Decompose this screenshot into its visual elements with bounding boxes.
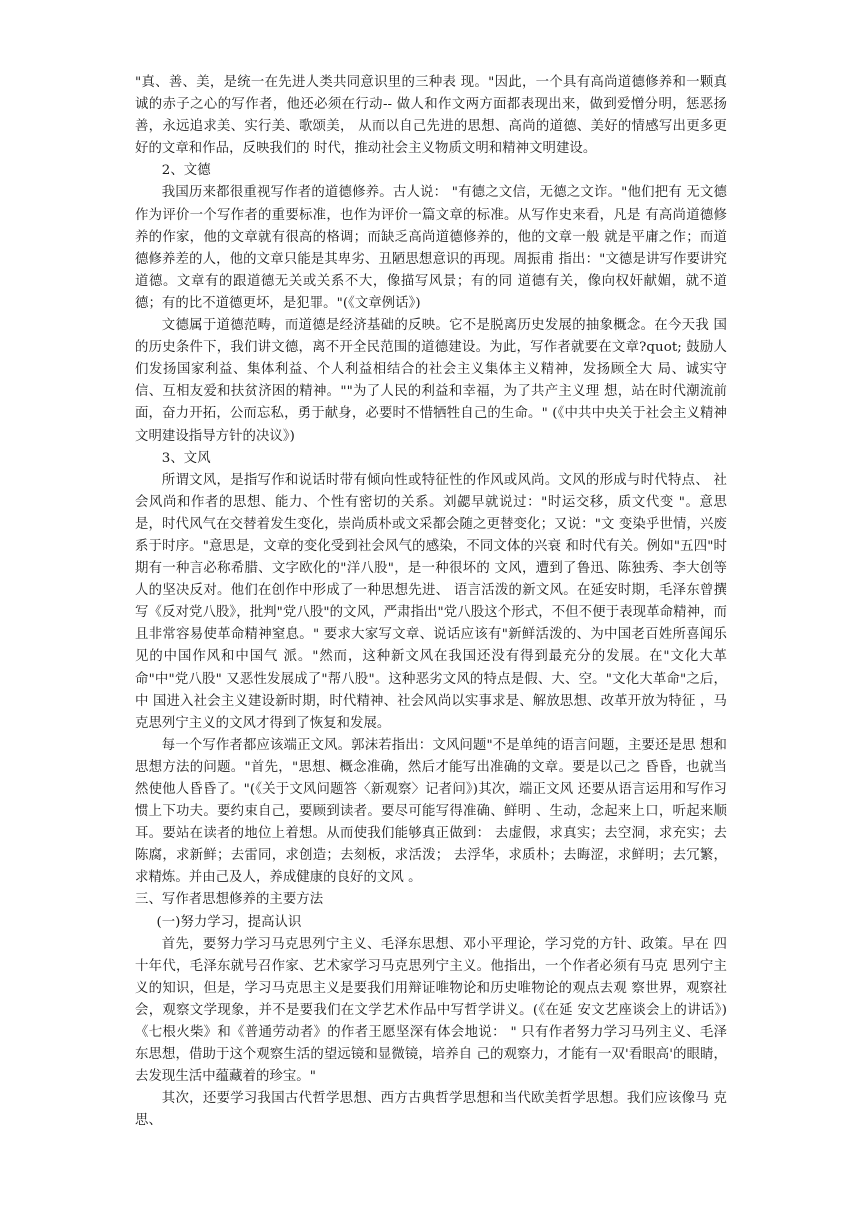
section-heading-wende: 2、文德	[161, 163, 211, 179]
section-heading-wenfeng: 3、文风	[161, 450, 211, 466]
paragraph-continuation: "真、善、美，是统一在先进人类共同意识里的三种表 现。"因此，一个具有高尚道德修养和一颗真诚的赤子之心的写作者，他还必须在行动-- 做人和作文两方面都表现出来，做到爱憎分明，惩恶扬善，永远追求美、实行美、歌颂美， 从而以自己先进的思想、高尚的道德、美好的情感写出更多更好的文章和作品，反映我们的 时代，推动社会主义物质文明和精神文明建设。	[135, 75, 727, 157]
paragraph: 其次，还要学习我国古代哲学思想、西方古典哲学思想和当代欧美哲学思想。我们应该像马 克思、	[135, 1091, 727, 1129]
subsection-heading-study: (一)努力学习，提高认识	[156, 914, 302, 930]
paragraph: 文德属于道德范畴，而道德是经济基础的反映。它不是脱离历史发展的抽象概念。在今天我 国的历史条件下，我们讲文德，离不开全民范围的道德建设。为此，写作者就要在文章?quot; 鼓励人们发扬国家利益、集体利益、个人利益相结合的社会主义集体主义精神，发扬顾全大 局、诚实守信、互相友爱和扶贫济困的精神。""为了人民的利益和幸福，为了共产主义理 想，站在时代潮流前面，奋力开拓，公而忘私，勇于献身，必要时不惜牺牲自己的生命。" (《中共中央关于社会主义精神文明建设指导方针的决议》)	[135, 318, 727, 444]
paragraph: 首先，要努力学习马克思列宁主义、毛泽东思想、邓小平理论，学习党的方针、政策。早在 四十年代，毛泽东就号召作家、艺术家学习马克思列宁主义。他指出，一个作者必须有马克 思列宁主义的知识，但是，学习马克思主义是要我们用辩证唯物论和历史唯物论的观点去观 察世界，观察社会，观察文学现象，并不是要我们在文学艺术作品中写哲学讲义。(《在延 安文艺座谈会上的讲话》)《七根火柴》和《普通劳动者》的作者王愿坚深有体会地说： " 只有作者努力学习马列主义、毛泽东思想，借助于这个观察生活的望远镜和显微镜，培养自 己的观察力，才能有一双'看眼高'的眼睛，去发现生活中蕴藏着的珍宝。"	[135, 936, 727, 1085]
paragraph: 每一个写作者都应该端正文风。郭沫若指出：文风问题"不是单纯的语言问题，主要还是思 想和思想方法的问题。"首先，"思想、概念准确，然后才能写出准确的文章。要是以己之 昏昏，也就当然使他人昏昏了。"(《关于文风问题答〈新观察〉记者问》)其次，端正文风 还要从语言运用和写作习惯上下功夫。要约束自己，要顾到读者。要尽可能写得准确、鲜明 、生动，念起来上口，听起来顺耳。要站在读者的地位上着想。从而使我们能够真正做到： 去虚假，求真实；去空洞，求充实；去陈腐，求新鲜；去雷同，求创造；去刻板，求活泼； 去浮华，求质朴；去晦涩，求鲜明；去冗繁，求精炼。并由己及人，养成健康的良好的文风 。	[135, 737, 727, 886]
chapter-heading-methods: 三、写作者思想修养的主要方法	[135, 892, 324, 908]
document-page	[135, 72, 727, 1133]
paragraph: 所谓文风，是指写作和说话时带有倾向性或特征性的作风或风尚。文风的形成与时代特点、 社会风尚和作者的思想、能力、个性有密切的关系。刘勰早就说过："时运交移，质文代变 "。意思是，时代风气在交替着发生变化，崇尚质朴或文采都会随之更替变化；又说："文 变染乎世情，兴废系于时序。"意思是，文章的变化受到社会风气的感染，不同文体的兴衰 和时代有关。例如"五四"时期有一种言必称希腊、文字欧化的"洋八股"，是一种很坏的 文风，遭到了鲁迅、陈独秀、李大创等人的坚决反对。他们在创作中形成了一种思想先进、 语言活泼的新文风。在延安时期，毛泽东曾撰写《反对党八股》，批判"党八股"的文风，严肃指出"党八股这个形式，不但不便于表现革命精神，而且非常容易使革命精神窒息。" 要求大家写文章、说话应该有"新鲜活泼的、为中国老百姓所喜闻乐见的中国作风和中国气 派。"然而，这种新文风在我国还没有得到最充分的发展。在"文化大革命"中"党八股" 又恶性发展成了"帮八股"。这种恶劣文风的特点是假、大、空。"文化大革命"之后，中 国进入社会主义建设新时期，时代精神、社会风尚以实事求是、解放思想、改革开放为特征 ，马克思列宁主义的文风才得到了恢复和发展。	[135, 472, 727, 731]
paragraph: 我国历来都很重视写作者的道德修养。古人说： "有德之文信，无德之文诈。"他们把有 无文德作为评价一个写作者的重要标准，也作为评价一篇文章的标准。从写作史来看，凡是 有高尚道德修养的作家，他的文章就有很高的格调；而缺乏高尚道德修养的，他的文章一般 就是平庸之作；而道德修养差的人，他的文章只能是其卑劣、丑陋思想意识的再现。周振甫 指出："文德是讲写作要讲究道德。文章有的跟道德无关或关系不大，像描写风景；有的同 道德有关，像向权奸献媚，就不道德；有的比不道德更坏，是犯罪。"(《文章例话》)	[135, 185, 727, 311]
